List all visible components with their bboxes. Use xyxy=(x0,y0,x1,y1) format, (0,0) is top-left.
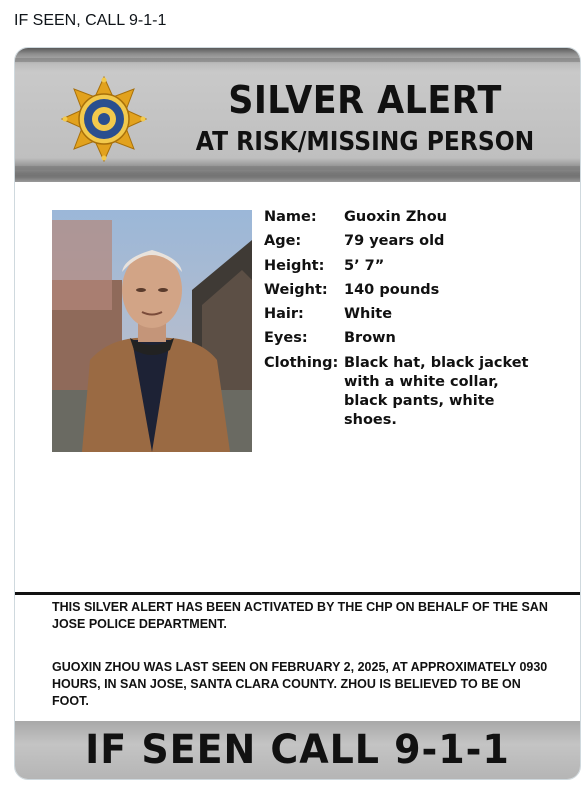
activation-notice: THIS SILVER ALERT HAS BEEN ACTIVATED BY THE CHP ON BEHALF OF THE SAN JOSE POLICE DEPARTMENT. xyxy=(52,600,548,631)
post-text: IF SEEN, CALL 9-1-1 xyxy=(14,12,167,29)
missing-person-photo xyxy=(52,210,252,452)
detail-value: White xyxy=(344,306,393,323)
detail-value: Brown xyxy=(344,330,396,347)
detail-value: 140 pounds xyxy=(344,281,440,298)
detail-value: Black hat, black jacket with a white collar, black pants, white shoes. xyxy=(344,354,529,428)
banner-subtitle: AT RISK/MISSING PERSON xyxy=(195,127,535,157)
detail-label: Eyes: xyxy=(264,330,308,347)
banner-title: SILVER ALERT xyxy=(228,78,502,122)
detail-label: Weight: xyxy=(264,281,328,298)
section-divider xyxy=(15,592,580,595)
detail-label: Clothing: xyxy=(264,354,339,371)
detail-row xyxy=(264,208,544,227)
detail-value: Guoxin Zhou xyxy=(344,209,448,225)
detail-row xyxy=(264,354,544,430)
detail-label: Name: xyxy=(264,209,317,225)
detail-label: Hair: xyxy=(264,306,304,323)
detail-row xyxy=(264,305,544,324)
detail-row xyxy=(264,257,544,276)
detail-value: 5’ 7” xyxy=(344,257,385,274)
alert-flyer-image[interactable] xyxy=(14,47,581,780)
footer-text: IF SEEN CALL 9-1-1 xyxy=(85,727,510,773)
last-seen-notice: GUOXIN ZHOU WAS LAST SEEN ON FEBRUARY 2, 2025, AT APPROXIMATELY 0930 HOURS, IN SAN JOSE, SANTA CLARA COUNTY. ZHOU IS BELIEVED TO BE ON FOOT. xyxy=(52,660,548,708)
detail-label: Age: xyxy=(264,233,302,250)
detail-value: 79 years old xyxy=(344,233,445,250)
chp-star-badge-icon xyxy=(61,76,147,162)
detail-row xyxy=(264,232,544,251)
call-911-footer xyxy=(15,721,580,779)
detail-row xyxy=(264,329,544,348)
person-details xyxy=(264,208,544,435)
detail-row xyxy=(264,281,544,300)
detail-label: Height: xyxy=(264,257,325,274)
alert-banner xyxy=(15,48,580,182)
